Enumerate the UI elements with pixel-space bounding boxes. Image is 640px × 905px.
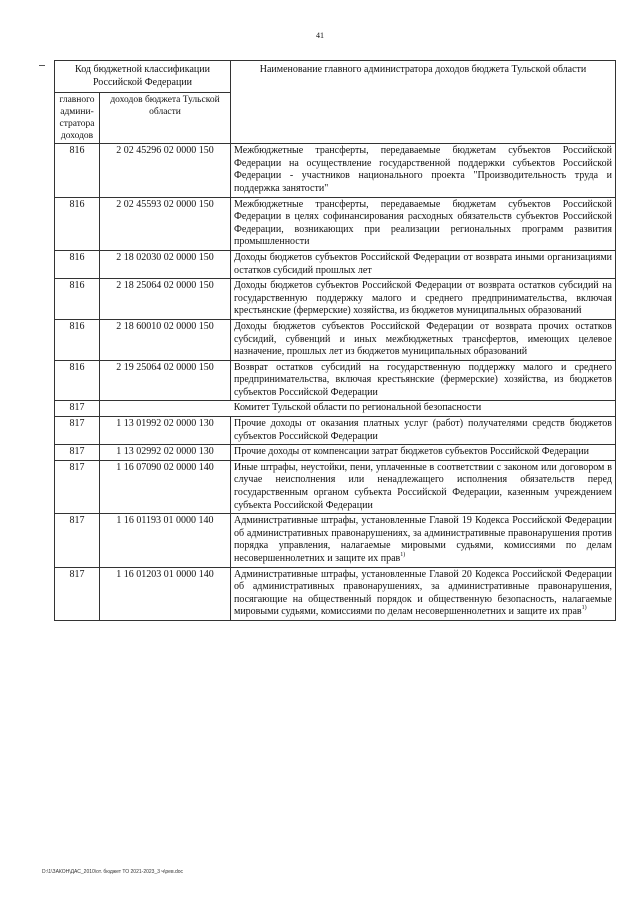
income-code-cell: 2 18 25064 02 0000 150 <box>100 279 231 320</box>
admin-code-cell: 817 <box>55 514 100 567</box>
income-name-cell: Прочие доходы от оказания платных услуг (работ) получателями средств бюджетов субъектов Российской Федерации <box>231 417 616 445</box>
income-name-cell: Возврат остатков субсидий на государственную поддержку малого и среднего предпринимательства, включая крестьянские (фермерские) хозяйства, из бюджетов субъектов Российской Федерации <box>231 360 616 401</box>
footnote-mark: 1) <box>400 552 406 558</box>
income-name-cell <box>231 567 616 620</box>
income-code-cell: 2 18 02030 02 0000 150 <box>100 250 231 278</box>
income-column-header: доходов бюджета Тульской области <box>100 93 231 144</box>
income-code-cell: 1 13 02992 02 0000 130 <box>100 445 231 461</box>
income-code-cell: 2 02 45296 02 0000 150 <box>100 144 231 197</box>
income-code-cell: 2 19 25064 02 0000 150 <box>100 360 231 401</box>
admin-code-cell: 816 <box>55 250 100 278</box>
table-row <box>55 197 616 250</box>
income-code-cell: 1 16 01203 01 0000 140 <box>100 567 231 620</box>
income-name-cell: Доходы бюджетов субъектов Российской Федерации от возврата иными организациями остатков субсидий прошлых лет <box>231 250 616 278</box>
admin-code-cell: 817 <box>55 445 100 461</box>
code-group-header: Код бюджетной классификации Российской Федерации <box>55 61 231 93</box>
income-name-cell: Иные штрафы, неустойки, пени, уплаченные в соответствии с законом или договором в случае неисполнения или ненадлежащего исполнения обязательств перед государственным органом субъекта Российской Федерации, казенным учреждением субъекта Российской Федерации <box>231 460 616 513</box>
file-path-footer: D:\1\ЗАКОН\ДАС_2010\от. бюджет ТО 2021-2023_3 ч\рев.doc <box>42 869 184 875</box>
income-name-cell: Доходы бюджетов субъектов Российской Федерации от возврата прочих остатков субсидий, субвенций и иных межбюджетных трансфертов, имеющих целевое назначение, прошлых лет из бюджетов муниципальных образований <box>231 319 616 360</box>
footnote-mark: 1) <box>581 605 587 612</box>
name-column-header: Наименование главного администратора доходов бюджета Тульской области <box>231 61 616 144</box>
table-row <box>55 567 616 620</box>
income-name-cell: Доходы бюджетов субъектов Российской Федерации от возврата остатков субсидий на государственную поддержку малого и среднего предпринимательства, включая крестьянские (фермерские) хозяйства, из бюджетов муниципальных образований <box>231 279 616 320</box>
income-name-cell: Межбюджетные трансферты, передаваемые бюджетам субъектов Российской Федерации в целях софинансирования расходных обязательств субъектов Российской Федерации, возникающих при реализации региональных программ развития промышленности <box>231 197 616 250</box>
income-name-text: Административные штрафы, установленные Главой 19 Кодекса Российской Федерации об административных правонарушениях, за административные правонарушения против порядка управления, налагаемые мировыми судьями, комиссиями по делам несовершеннолетних и защите их прав <box>234 515 612 564</box>
income-code-cell: 1 16 07090 02 0000 140 <box>100 460 231 513</box>
income-code-cell: 1 13 01992 02 0000 130 <box>100 417 231 445</box>
admin-code-cell: 816 <box>55 360 100 401</box>
admin-code-cell: 816 <box>55 279 100 320</box>
income-code-cell: 1 16 01193 01 0000 140 <box>100 514 231 567</box>
table-row <box>55 445 616 461</box>
admin-code-cell: 817 <box>55 401 100 417</box>
admin-column-header: главного админи-стратора доходов <box>55 93 100 144</box>
table-row <box>55 279 616 320</box>
table-row <box>55 417 616 445</box>
income-name-cell: Межбюджетные трансферты, передаваемые бюджетам субъектов Российской Федерации на осуществление государственной поддержки субъектов Российской Федерации - участников национального проекта "Производительность труда и поддержка занятости" <box>231 144 616 197</box>
admin-code-cell: 817 <box>55 417 100 445</box>
committee-name-cell: Комитет Тульской области по региональной безопасности <box>100 401 616 417</box>
income-name-text: Административные штрафы, установленные Главой 20 Кодекса Российской Федерации об административных правонарушениях, за административные правонарушения, посягающие на общественный порядок и общественную безопасность, налагаемые мировыми судьями, комиссиями по делам несовершеннолетних и защите их прав <box>234 568 612 618</box>
table-row <box>55 514 616 567</box>
admin-code-cell: 817 <box>55 567 100 620</box>
income-name-cell: Прочие доходы от компенсации затрат бюджетов субъектов Российской Федерации <box>231 445 616 461</box>
table-row <box>55 460 616 513</box>
admin-code-cell: 817 <box>55 460 100 513</box>
header-row <box>55 61 616 93</box>
corner-mark <box>39 65 45 66</box>
table-row <box>55 319 616 360</box>
admin-code-cell: 816 <box>55 144 100 197</box>
income-code-cell: 2 18 60010 02 0000 150 <box>100 319 231 360</box>
table-row <box>55 360 616 401</box>
income-name-cell <box>231 514 616 567</box>
income-code-cell: 2 02 45593 02 0000 150 <box>100 197 231 250</box>
admin-code-cell: 816 <box>55 319 100 360</box>
table-row <box>55 144 616 197</box>
budget-classification-table <box>54 60 616 621</box>
table-row <box>55 250 616 278</box>
page-number: 41 <box>316 31 324 40</box>
admin-code-cell: 816 <box>55 197 100 250</box>
committee-row <box>55 401 616 417</box>
